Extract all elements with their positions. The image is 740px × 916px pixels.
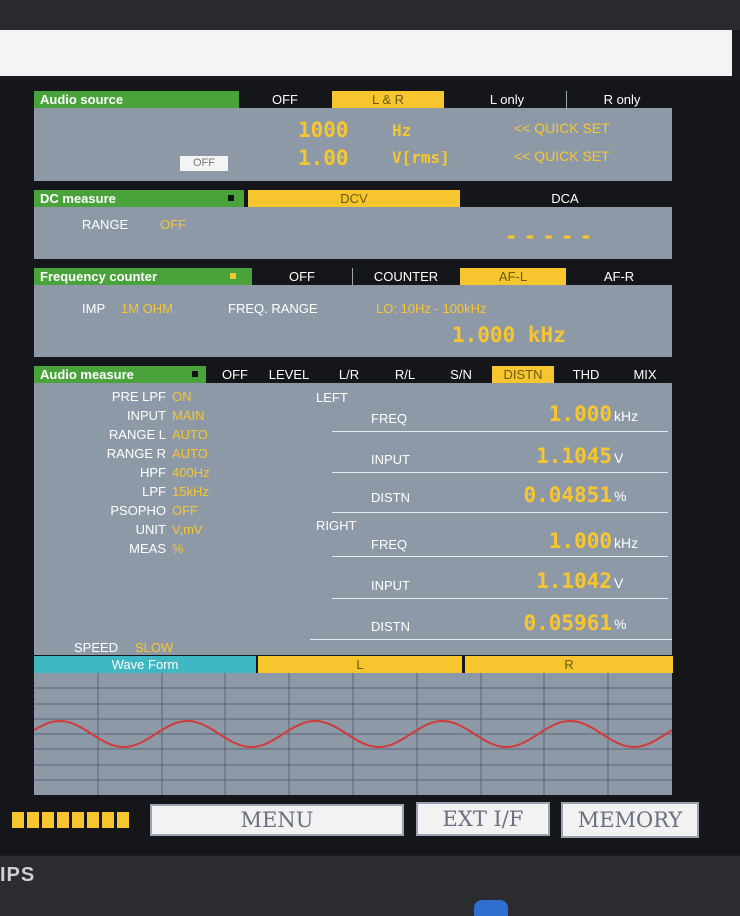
setting-row bbox=[34, 484, 304, 503]
wave-channel-l[interactable]: L bbox=[258, 656, 462, 673]
setting-label: HPF bbox=[140, 465, 166, 480]
setting-value[interactable]: AUTO bbox=[172, 427, 208, 442]
source-frequency-unit: Hz bbox=[392, 121, 412, 140]
memory-button[interactable]: MEMORY bbox=[561, 802, 699, 838]
tab-measure-r-l[interactable]: R/L bbox=[394, 367, 416, 382]
setting-value[interactable]: 400Hz bbox=[172, 465, 210, 480]
led-segment bbox=[12, 812, 24, 828]
tab-dca[interactable]: DCA bbox=[551, 191, 579, 206]
tab-measure-distn[interactable]: DISTN bbox=[492, 366, 554, 383]
source-level-value[interactable]: 1.00 bbox=[298, 146, 349, 170]
setting-row bbox=[34, 503, 304, 522]
menu-button[interactable]: MENU bbox=[150, 804, 404, 836]
right-freq-label: FREQ bbox=[371, 537, 408, 552]
setting-value[interactable]: MAIN bbox=[172, 408, 205, 423]
right-distn-label: DISTN bbox=[371, 619, 410, 634]
monitor-bezel-bottom bbox=[0, 856, 740, 916]
setting-value[interactable]: OFF bbox=[172, 503, 198, 518]
left-freq-value: 1.000 bbox=[548, 402, 612, 426]
left-freq-label: FREQ bbox=[371, 411, 408, 426]
tab-audio-source-r-only[interactable]: R only bbox=[603, 92, 641, 107]
dc-measure-header: DC measure bbox=[34, 190, 244, 207]
tab-dcv[interactable]: DCV bbox=[248, 190, 460, 207]
speed-value[interactable]: SLOW bbox=[135, 640, 174, 655]
setting-row bbox=[34, 408, 304, 427]
measure-settings bbox=[34, 389, 304, 560]
freq-range-label: FREQ. RANGE bbox=[228, 301, 318, 316]
setting-row bbox=[34, 427, 304, 446]
left-distn-value: 0.04851 bbox=[523, 483, 612, 507]
left-distn-label: DISTN bbox=[371, 490, 410, 505]
tab-audio-source-lr[interactable]: L & R bbox=[332, 91, 444, 108]
tab-counter-off[interactable]: OFF bbox=[289, 269, 315, 284]
right-freq-unit: kHz bbox=[614, 535, 639, 551]
setting-value[interactable]: AUTO bbox=[172, 446, 208, 461]
setting-label: MEAS bbox=[129, 541, 166, 556]
right-freq-value: 1.000 bbox=[548, 529, 612, 553]
setting-row bbox=[34, 389, 304, 408]
setting-label: PSOPHO bbox=[110, 503, 166, 518]
setting-label: RANGE R bbox=[106, 446, 166, 461]
setting-label: RANGE L bbox=[108, 427, 166, 442]
dc-reading: ----- bbox=[505, 224, 599, 248]
row-divider bbox=[332, 556, 668, 557]
tab-af-l[interactable]: AF-L bbox=[460, 268, 566, 285]
right-distn-unit: % bbox=[614, 616, 627, 632]
led-segment bbox=[117, 812, 129, 828]
setting-row bbox=[34, 446, 304, 465]
frequency-counter-indicator bbox=[230, 273, 236, 279]
tab-measure-off[interactable]: OFF bbox=[222, 367, 248, 382]
setting-row bbox=[34, 541, 304, 560]
tab-measure-mix[interactable]: MIX bbox=[633, 367, 657, 382]
speed-label: SPEED bbox=[74, 640, 119, 655]
setting-value[interactable]: 15kHz bbox=[172, 484, 209, 499]
quick-set-frequency[interactable]: << QUICK SET bbox=[514, 120, 610, 136]
source-off-button[interactable]: OFF bbox=[180, 156, 228, 171]
setting-value[interactable]: ON bbox=[172, 389, 192, 404]
setting-row bbox=[34, 465, 304, 484]
led-segment bbox=[102, 812, 114, 828]
setting-label: LPF bbox=[142, 484, 166, 499]
left-heading: LEFT bbox=[316, 390, 348, 405]
tab-audio-source-off[interactable]: OFF bbox=[272, 92, 298, 107]
wave-channel-r[interactable]: R bbox=[465, 656, 673, 673]
monitor-bezel-top bbox=[0, 0, 740, 30]
imp-label: IMP bbox=[82, 301, 106, 316]
right-heading: RIGHT bbox=[316, 518, 357, 533]
level-indicator-leds bbox=[12, 812, 132, 830]
tab-audio-source-l-only[interactable]: L only bbox=[489, 92, 525, 107]
row-divider bbox=[310, 639, 672, 640]
quick-set-level[interactable]: << QUICK SET bbox=[514, 148, 610, 164]
led-segment bbox=[27, 812, 39, 828]
frequency-counter-header: Frequency counter bbox=[34, 268, 252, 285]
freq-range-value[interactable]: LO: 10Hz - 100kHz bbox=[376, 301, 487, 316]
source-level-unit: V[rms] bbox=[392, 148, 450, 167]
left-distn-unit: % bbox=[614, 488, 627, 504]
setting-label: INPUT bbox=[127, 408, 166, 423]
waveform-display bbox=[34, 673, 672, 795]
power-led bbox=[474, 900, 508, 916]
right-distn-value: 0.05961 bbox=[523, 611, 612, 635]
audio-measure-tabs bbox=[212, 366, 672, 383]
audio-source-header: Audio source bbox=[34, 91, 239, 108]
tab-separator bbox=[566, 91, 567, 108]
tab-measure-s-n[interactable]: S/N bbox=[450, 367, 472, 382]
row-divider bbox=[332, 598, 668, 599]
led-segment bbox=[72, 812, 84, 828]
setting-label: UNIT bbox=[135, 522, 166, 537]
brand-logo: IPS bbox=[0, 864, 36, 886]
row-divider bbox=[332, 512, 668, 513]
left-freq-unit: kHz bbox=[614, 408, 639, 424]
dc-range-label: RANGE bbox=[82, 217, 129, 232]
dc-measure-indicator bbox=[228, 195, 234, 201]
tab-measure-thd[interactable]: THD bbox=[572, 367, 600, 382]
frequency-counter-reading: 1.000 kHz bbox=[452, 323, 566, 347]
wave-form-header: Wave Form bbox=[34, 656, 256, 673]
tab-separator bbox=[352, 268, 353, 285]
right-input-value: 1.1042 bbox=[536, 569, 612, 593]
dc-range-value[interactable]: OFF bbox=[160, 217, 186, 232]
tab-measure-l-r[interactable]: L/R bbox=[338, 367, 360, 382]
right-input-label: INPUT bbox=[371, 578, 410, 593]
frequency-counter-panel bbox=[34, 285, 672, 357]
row-divider bbox=[332, 431, 668, 432]
tab-counter[interactable]: COUNTER bbox=[373, 269, 439, 284]
row-divider bbox=[332, 472, 668, 473]
left-input-value: 1.1045 bbox=[536, 444, 612, 468]
left-input-label: INPUT bbox=[371, 452, 410, 467]
setting-value[interactable]: V,mV bbox=[172, 522, 203, 537]
setting-label: PRE LPF bbox=[111, 389, 166, 404]
led-segment bbox=[42, 812, 54, 828]
ext-if-button[interactable]: EXT I/F bbox=[416, 802, 550, 836]
led-segment bbox=[57, 812, 69, 828]
right-input-unit: V bbox=[614, 575, 624, 591]
audio-measure-indicator bbox=[192, 371, 198, 377]
setting-value[interactable]: % bbox=[172, 541, 184, 556]
setting-row bbox=[34, 522, 304, 541]
left-input-unit: V bbox=[614, 450, 624, 466]
imp-value[interactable]: 1M OHM bbox=[121, 301, 173, 316]
source-frequency-value[interactable]: 1000 bbox=[298, 118, 349, 142]
top-white-bar bbox=[0, 30, 732, 76]
tab-af-r[interactable]: AF-R bbox=[603, 269, 635, 284]
audio-measure-header: Audio measure bbox=[34, 366, 206, 383]
led-segment bbox=[87, 812, 99, 828]
tab-measure-level[interactable]: LEVEL bbox=[268, 367, 310, 382]
